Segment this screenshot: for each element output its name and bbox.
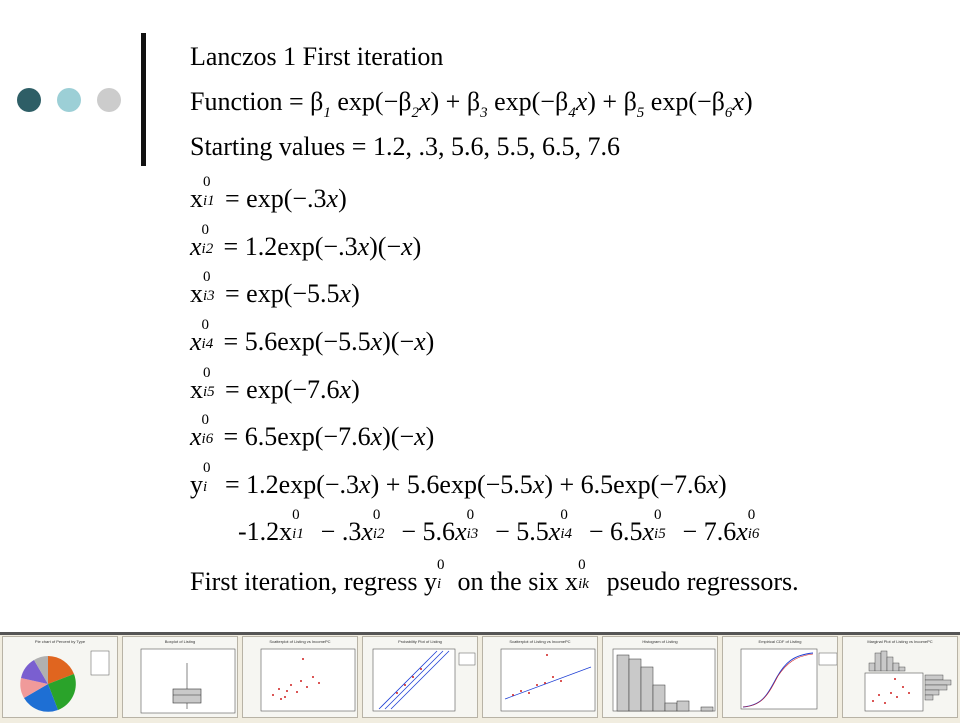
thumb-boxplot [122,636,238,718]
first-iteration-line: First iteration, regress y 0 i on the six x 0 ik pseudo regressors. [190,557,799,596]
equation-yi-continuation: -1.2x 0 i1 − .3x 0 i2 − 5.6x 0 i3 − 5.5x 0 i4 − 6.5x 0 i5 − 7.6x 0 i6 [238,507,760,546]
equation-xi6: x 0 i6 = 6.5exp(−7.6x)(−x) [190,412,435,451]
thumb-histogram [602,636,718,718]
thumb-scatter-fit-graphic [483,637,598,718]
thumb-histogram-graphic [603,637,718,718]
thumb-probability-plot [362,636,478,718]
thumb-scatter-graphic [243,637,358,718]
equation-xi4: x 0 i4 = 5.6exp(−5.5x)(−x) [190,317,435,356]
thumb-marginal-graphic [843,637,958,718]
decor-vertical-bar [141,33,146,166]
thumb-title: Pie chart of Percent by Type [34,639,86,644]
decor-dot-light [57,88,81,112]
decor-dot-gray [97,88,121,112]
equation-yi: y 0 i = 1.2exp(−.3x) + 5.6exp(−5.5x) + 6.5exp(−7.6x) [190,460,727,499]
starting-values-line: Starting values = 1.2, .3, 5.6, 5.5, 6.5, 7.6 [190,132,620,161]
slide-title: Lanczos 1 First iteration [190,42,444,71]
thumb-pie-chart [2,636,118,718]
thumb-title: Boxplot of Listing [164,639,196,644]
thumb-empirical-cdf [722,636,838,718]
thumb-title: Probability Plot of Listing [398,639,442,644]
equation-xi1: x 0 i1 = exp(−.3x) [190,174,347,213]
thumb-title: Scatterplot of Listing vs IncomePC [269,639,331,644]
equation-xi5: x 0 i5 = exp(−7.6x) [190,365,360,404]
thumb-pie-graphic [3,637,118,718]
thumb-title: Marginal Plot of Listing vs IncomePC [867,639,933,644]
equation-xi3: x 0 i3 = exp(−5.5x) [190,269,360,308]
thumb-title: Empirical CDF of Listing [758,639,802,644]
thumb-marginal-plot [842,636,958,718]
thumb-scatter-2 [482,636,598,718]
thumb-probability-graphic [363,637,478,718]
thumb-cdf-graphic [723,637,838,718]
thumb-boxplot-graphic [123,637,238,718]
thumb-title: Histogram of Listing [642,639,678,644]
decor-dot-dark [17,88,41,112]
thumb-scatter-1 [242,636,358,718]
thumb-title: Scatterplot of Listing vs IncomePC [509,639,571,644]
function-line: Function = $\beta_1$ $\exp(-\beta_2x) + \beta_3$ $\exp(-\beta_4x) + \beta_5$ $\exp(-\beta_6x)$ [190,87,753,121]
equation-xi2: x 0 i2 = 1.2exp(−.3x)(−x) [190,222,422,261]
